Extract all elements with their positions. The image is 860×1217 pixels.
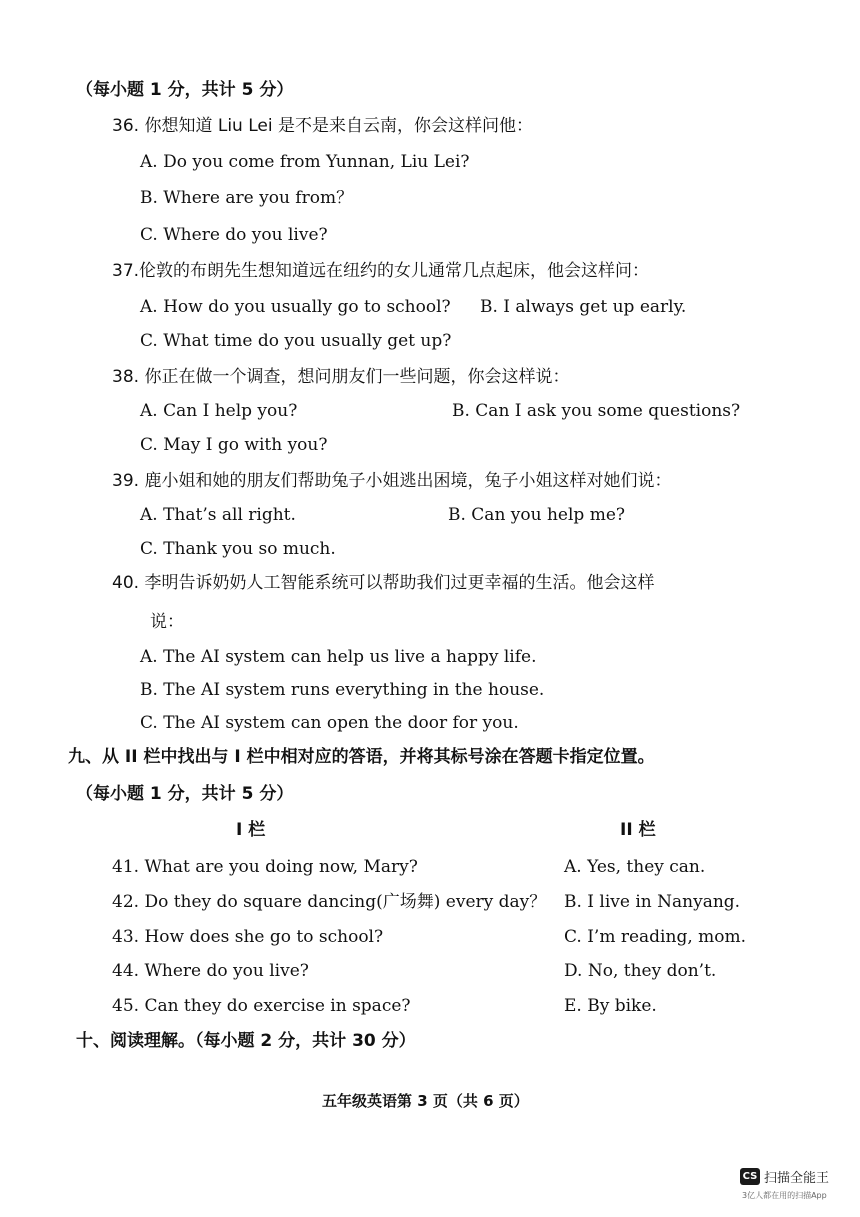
- q37-stem: 37.伦敦的布朗先生想知道远在纽约的女儿通常几点起床，他会这样问：: [112, 261, 650, 281]
- q38-option-c: C. May I go with you?: [140, 435, 328, 455]
- q38-stem: 38. 你正在做一个调查，想问朋友们一些问题，你会这样说：: [112, 367, 570, 387]
- camscanner-icon: CS: [740, 1168, 760, 1185]
- q40-option-b: B. The AI system runs everything in the house.: [140, 680, 545, 700]
- q36-option-a: A. Do you come from Yunnan, Liu Lei?: [140, 152, 470, 172]
- match-question-43: 43. How does she go to school?: [112, 927, 384, 947]
- q40-option-c: C. The AI system can open the door for you.: [140, 713, 519, 733]
- match-question-44: 44. Where do you live?: [112, 961, 309, 981]
- section10-title: 十、阅读理解。（每小题 2 分，共计 30 分）: [76, 1031, 416, 1051]
- q38-option-a: A. Can I help you?: [140, 401, 298, 421]
- q39-stem: 39. 鹿小姐和她的朋友们帮助兔子小姐逃出困境，兔子小姐这样对她们说：: [112, 471, 672, 491]
- q39-option-c: C. Thank you so much.: [140, 539, 336, 559]
- q40-option-a: A. The AI system can help us live a happy life.: [140, 647, 537, 667]
- q38-option-b: B. Can I ask you some questions?: [452, 401, 741, 421]
- scanner-tagline: 3亿人都在用的扫描App: [742, 1191, 827, 1200]
- q36-option-b: B. Where are you from？: [140, 188, 354, 208]
- match-question-42: 42. Do they do square dancing(广场舞) every day？: [112, 892, 547, 912]
- match-answer-b: B. I live in Nanyang.: [564, 892, 741, 912]
- section9-points-note: （每小题 1 分，共计 5 分）: [76, 784, 294, 804]
- q39-option-b: B. Can you help me?: [448, 505, 626, 525]
- section9-title: 九、从 II 栏中找出与 I 栏中相对应的答语，并将其标号涂在答题卡指定位置。: [68, 747, 655, 767]
- q36-option-c: C. Where do you live?: [140, 225, 328, 245]
- q40-stem-continuation: 说：: [150, 612, 184, 632]
- scanner-logo: [740, 1167, 829, 1186]
- q36-stem: 36. 你想知道 Liu Lei 是不是来自云南，你会这样问他：: [112, 116, 533, 136]
- q39-option-a: A. That’s all right.: [140, 505, 296, 525]
- match-answer-c: C. I’m reading, mom.: [564, 927, 747, 947]
- scanner-app-name: 扫描全能王: [764, 1171, 830, 1186]
- match-answer-e: E. By bike.: [564, 996, 657, 1016]
- column-1-heading: I 栏: [236, 820, 266, 840]
- match-question-41: 41. What are you doing now, Mary?: [112, 857, 418, 877]
- q37-option-a: A. How do you usually go to school?: [140, 297, 451, 317]
- match-answer-d: D. No, they don’t.: [564, 961, 717, 981]
- q37-option-c: C. What time do you usually get up?: [140, 331, 452, 351]
- page-footer: 五年级英语第 3 页（共 6 页）: [322, 1092, 529, 1110]
- column-2-heading: II 栏: [620, 820, 656, 840]
- match-answer-a: A. Yes, they can.: [564, 857, 706, 877]
- section8-points-note: （每小题 1 分，共计 5 分）: [76, 80, 294, 100]
- match-question-45: 45. Can they do exercise in space?: [112, 996, 411, 1016]
- q40-stem: 40. 李明告诉奶奶人工智能系统可以帮助我们过更幸福的生活。他会这样: [112, 573, 655, 593]
- q37-option-b: B. I always get up early.: [480, 297, 687, 317]
